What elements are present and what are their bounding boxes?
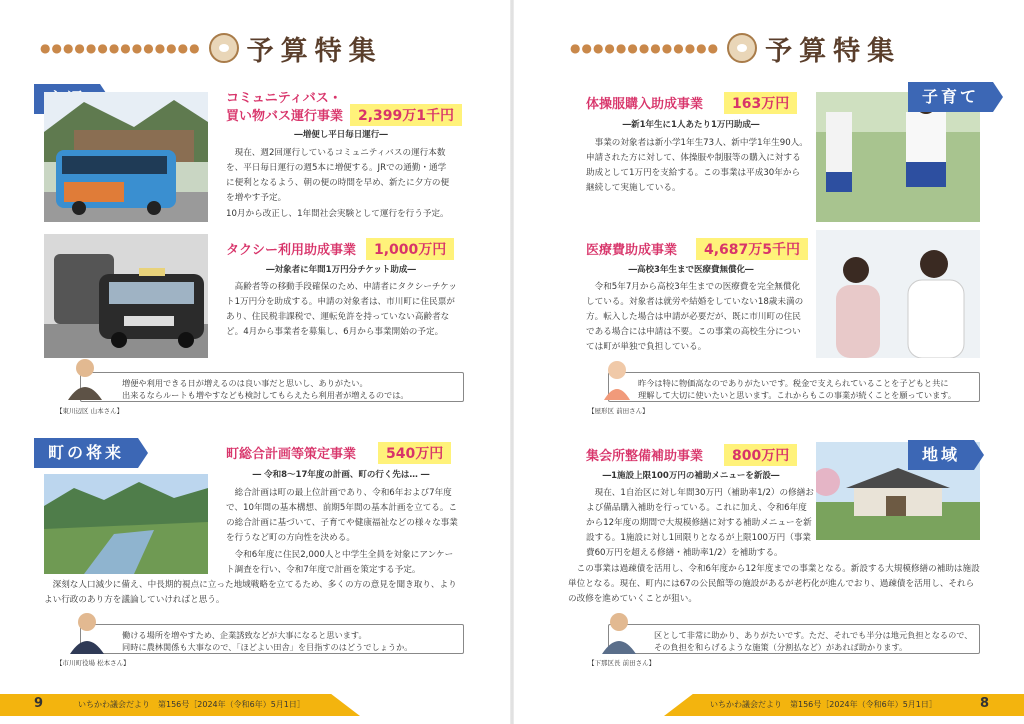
comment-3-name: 【屋形区 前田さん】 bbox=[588, 407, 649, 415]
comment-3-text-1: 昨今は特に物価高なのでありがたいです。税金で支えられていることを子どもと共に bbox=[638, 378, 949, 388]
right-page-title: 予算特集 bbox=[765, 35, 902, 67]
left-page-number: 9 bbox=[34, 696, 44, 711]
transport-title-line1: コミュニティバス・ bbox=[226, 91, 342, 106]
mascot-icon bbox=[209, 33, 239, 63]
future-body-1: 総合計画は町の最上位計画であり、令和6年および7年度で、10年間の基本構想、前期5年間の基本計画を立てる。この総合計画に基づいて、子育てや健康福祉などの様々な事業を行うなど町の方向性を決める。 bbox=[226, 488, 458, 543]
gym-subtitle: ―新1年生に1人あたり1万円助成― bbox=[622, 120, 760, 130]
right-footer-text: いちかわ議会だより 第156号［2024年（令和6年）5月1日］ bbox=[710, 700, 937, 709]
hall-body-1: 現在、1自治区に対し年間30万円（補助率1/2）の修繕および備品購入補助を行っている。これに加え、令和6年度から12年度の期間で大規模修繕に対する補助メニューを新設する。1施設に対し1回限りとなるが上限100万円（事業費60万円を超える修繕・補助率1/2）を補助する。 bbox=[586, 488, 814, 558]
left-footer bbox=[0, 694, 512, 716]
future-amount: 540万円 bbox=[378, 442, 451, 464]
hall-subtitle: ―1施設上限100万円の補助メニューを新設― bbox=[602, 471, 780, 481]
hall-title: 集会所整備補助事業 bbox=[586, 449, 704, 464]
transport-body-2: 10月から改正し、1年間社会実験として運行を行う予定。 bbox=[226, 209, 449, 219]
gym-body: 事業の対象者は新小学1年生73人、新中学1年生90人。申請された方に対して、体操服や制服等の購入に対する助成として1万円を支給する。この事業は平成30年から継続して実施している。 bbox=[586, 138, 808, 193]
comment-4-name: 【下那区長 前田さん】 bbox=[588, 659, 656, 667]
medical-body: 令和5年7月から高校3年生までの医療費を完全無償化している。対象者は就労や結婚をしていない18歳未満の方。転入した場合は申請が必要だが、既に市川町の住民である場合には申請は不要。この事業の高校生分については町が単独で負担している。 bbox=[586, 282, 804, 352]
transport-subtitle: ―増便し平日毎日運行― bbox=[294, 130, 388, 140]
bus-photo bbox=[44, 92, 208, 222]
future-body-3: 深刻な人口減少に備え、中長期的視点に立った地域戦略を立てるため、多くの方の意見を聞き取り、よりよい行政のあり方を議論していければと思う。 bbox=[44, 580, 457, 605]
mascot-icon bbox=[727, 33, 757, 63]
right-footer bbox=[512, 694, 1024, 716]
left-page-title: 予算特集 bbox=[246, 35, 383, 67]
taxi-photo bbox=[44, 234, 208, 358]
comment-2-name: 【市川町役場 松本さん】 bbox=[56, 659, 130, 667]
header-dots: ●●●●●●●●●●●●● bbox=[570, 41, 720, 55]
taxi-title: タクシー利用助成事業 bbox=[226, 243, 357, 258]
left-header bbox=[40, 28, 383, 68]
comment-2-text-1: 働ける場所を増やすため、企業誘致などが大事になると思います。 bbox=[122, 630, 367, 640]
resident-avatar-2 bbox=[66, 608, 108, 654]
future-title: 町総合計画等策定事業 bbox=[226, 447, 357, 462]
comment-1-text-1: 増便や利用できる日が増えるのは良い事だと思いし、ありがたい。 bbox=[122, 378, 368, 388]
hall-amount: 800万円 bbox=[724, 444, 797, 466]
gym-amount: 163万円 bbox=[724, 92, 797, 114]
category-kids: 子育て bbox=[908, 82, 993, 112]
comment-4-text: 区として非常に助かり、ありがたいです。ただ、それでも半分は地元負担となるので、その負担を和らげるような施策（分割払など）があれば助かります。 bbox=[654, 630, 973, 652]
resident-avatar-3 bbox=[600, 356, 634, 400]
taxi-subtitle: ―対象者に年間1万円分チケット助成― bbox=[266, 265, 416, 275]
left-footer-text: いちかわ議会だより 第156号［2024年（令和6年）5月1日］ bbox=[78, 700, 305, 709]
doctor-photo bbox=[816, 230, 980, 358]
future-subtitle: ― 令和8～17年度の計画、町の行く先は… ― bbox=[252, 470, 430, 480]
right-page bbox=[512, 0, 1024, 724]
medical-title: 医療費助成事業 bbox=[586, 243, 678, 258]
transport-amount: 2,399万1千円 bbox=[350, 104, 462, 126]
future-body-2: 令和6年度に住民2,000人と中学生全員を対象にアンケート調査を行い、令和7年度で計画を策定する予定。 bbox=[226, 550, 454, 575]
gym-title: 体操服購入助成事業 bbox=[586, 97, 704, 112]
category-region: 地域 bbox=[908, 440, 974, 470]
taxi-body: 高齢者等の移動手段確保のため、申請者にタクシーチケット1万円分を助成する。申請の対象者は、市川町に住民票があり、住民税非課税で、運転免許を持っていない高齢者など。4月から事業者を募集し、6月から事業開始の予定。 bbox=[226, 282, 457, 337]
comment-1-name: 【東川辺区 山本さん】 bbox=[56, 407, 124, 415]
comment-2-text-2: 同時に農林関係も大事なので、「ほどよい田舎」を目指すのはどうでしょうか。 bbox=[122, 642, 413, 652]
comment-1-text-2: 出来るならルートも増やすなども検討してもらえたら利用者が増えるのでは。 bbox=[122, 390, 409, 400]
right-page-number: 8 bbox=[980, 696, 990, 711]
right-header bbox=[570, 28, 901, 68]
category-future: 町の将来 bbox=[34, 438, 138, 468]
transport-title-line2: 買い物バス運行事業 bbox=[226, 109, 344, 124]
header-dots: ●●●●●●●●●●●●●● bbox=[40, 41, 201, 55]
resident-avatar-4 bbox=[598, 608, 640, 654]
transport-body: 現在、週2回運行しているコミュニティバスの運行本数を、平日毎日運行の週5本に増便する。JRでの通勤・通学に便利となるよう、朝の便の時間を早め、新たに夕方の便を増やす予定。 bbox=[226, 148, 450, 203]
comment-3-text-2: 理解して大切に使いたいと思います。これからもこの事業が続くことを願っています。 bbox=[638, 390, 957, 400]
medical-amount: 4,687万5千円 bbox=[696, 238, 808, 260]
hall-body-2: この事業は過疎債を活用し、令和6年度から12年度までの事業となる。新設する大規模修繕の補助は施設単位となる。現在、町内には67の公民館等の施設があるが老朽化が進んでおり、過疎債を活用し、それらの改修を進めていくことが狙い。 bbox=[568, 564, 980, 604]
taxi-amount: 1,000万円 bbox=[366, 238, 454, 260]
medical-subtitle: ―高校3年生まで医療費無償化― bbox=[628, 265, 754, 275]
resident-avatar-1 bbox=[64, 354, 106, 400]
river-photo bbox=[44, 474, 208, 574]
